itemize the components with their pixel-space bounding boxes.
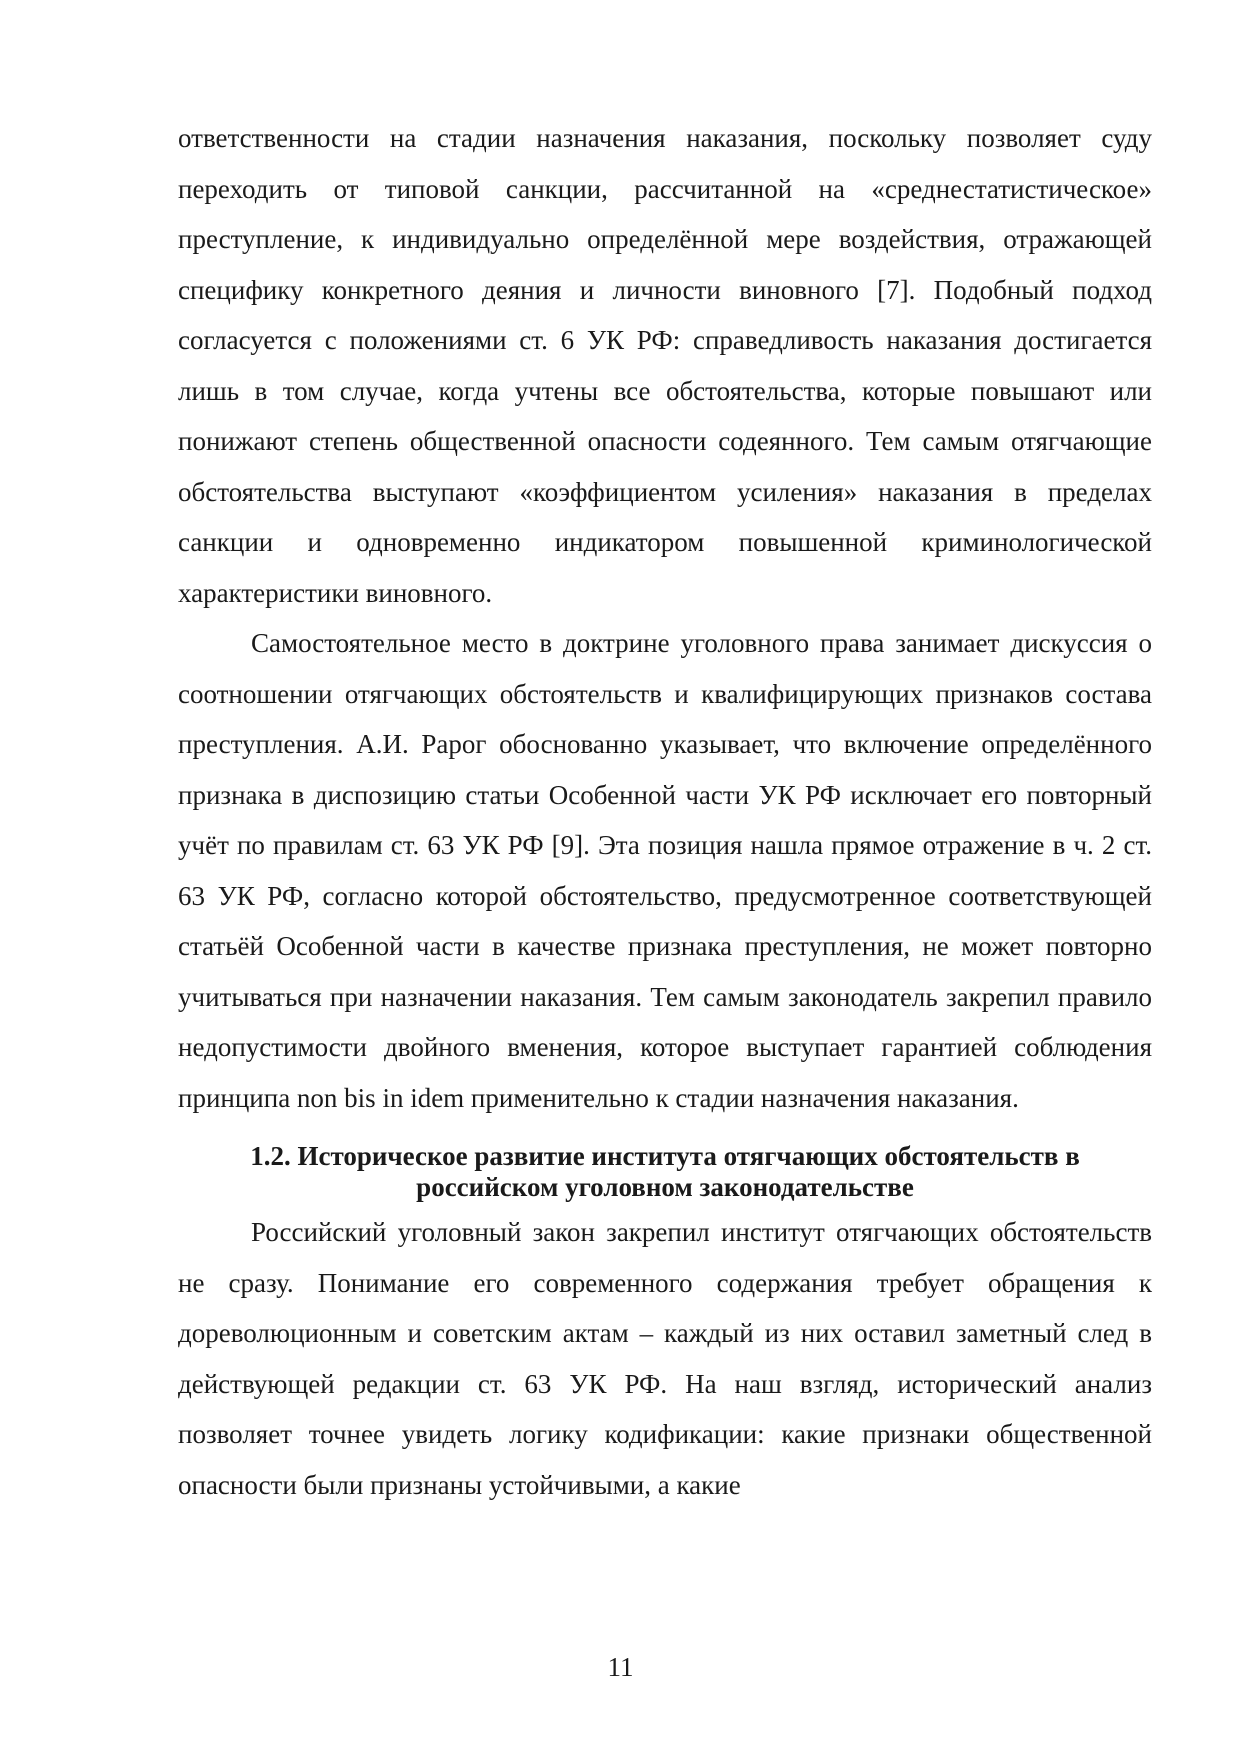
document-page (178, 113, 1152, 1510)
paragraph-historical-development: Российский уголовный закон закрепил институт отягчающих обстоятельств не сразу. Понимание его современного содержания требует обращения к дореволюционным и советским актам – каждый из них оставил заметный след в действующей редакции ст. 63 УК РФ. На наш взгляд, исторический анализ позволяет точнее увидеть логику кодификации: какие признаки общественной опасности были признаны устойчивыми, а какие (178, 1217, 1152, 1500)
section-heading: 1.2. Историческое развитие института отягчающих обстоятельств в российском уголовном законодательстве (250, 1141, 1080, 1202)
page-number: 11 (607, 1652, 634, 1682)
paragraph-continuation: ответственности на стадии назначения наказания, поскольку позволяет суду переходить от типовой санкции, рассчитанной на «среднестатистическое» преступление, к индивидуально определённой мере воздействия, отражающей специфику конкретного деяния и личности виновного [7]. Подобный подход согласуется с положениями ст. 6 УК РФ: справедливость наказания достигается лишь в том случае, когда учтены все обстоятельства, которые повышают или понижают степень общественной опасности содеянного. Тем самым отягчающие обстоятельства выступают «коэффициентом усиления» наказания в пределах санкции и одновременно индикатором повышенной криминологической характеристики виновного. (178, 123, 1152, 608)
paragraph-double-counting: Самостоятельное место в доктрине уголовного права занимает дискуссия о соотношении отягчающих обстоятельств и квалифицирующих признаков состава преступления. А.И. Рарог обоснованно указывает, что включение определённого признака в диспозицию статьи Особенной части УК РФ исключает его повторный учёт по правилам ст. 63 УК РФ [9]. Эта позиция нашла прямое отражение в ч. 2 ст. 63 УК РФ, согласно которой обстоятельство, предусмотренное соответствующей статьёй Особенной части в качестве признака преступления, не может повторно учитываться при назначении наказания. Тем самым законодатель закрепил правило недопустимости двойного вменения, которое выступает гарантией соблюдения принципа non bis in idem применительно к стадии назначения наказания. (178, 628, 1152, 1113)
